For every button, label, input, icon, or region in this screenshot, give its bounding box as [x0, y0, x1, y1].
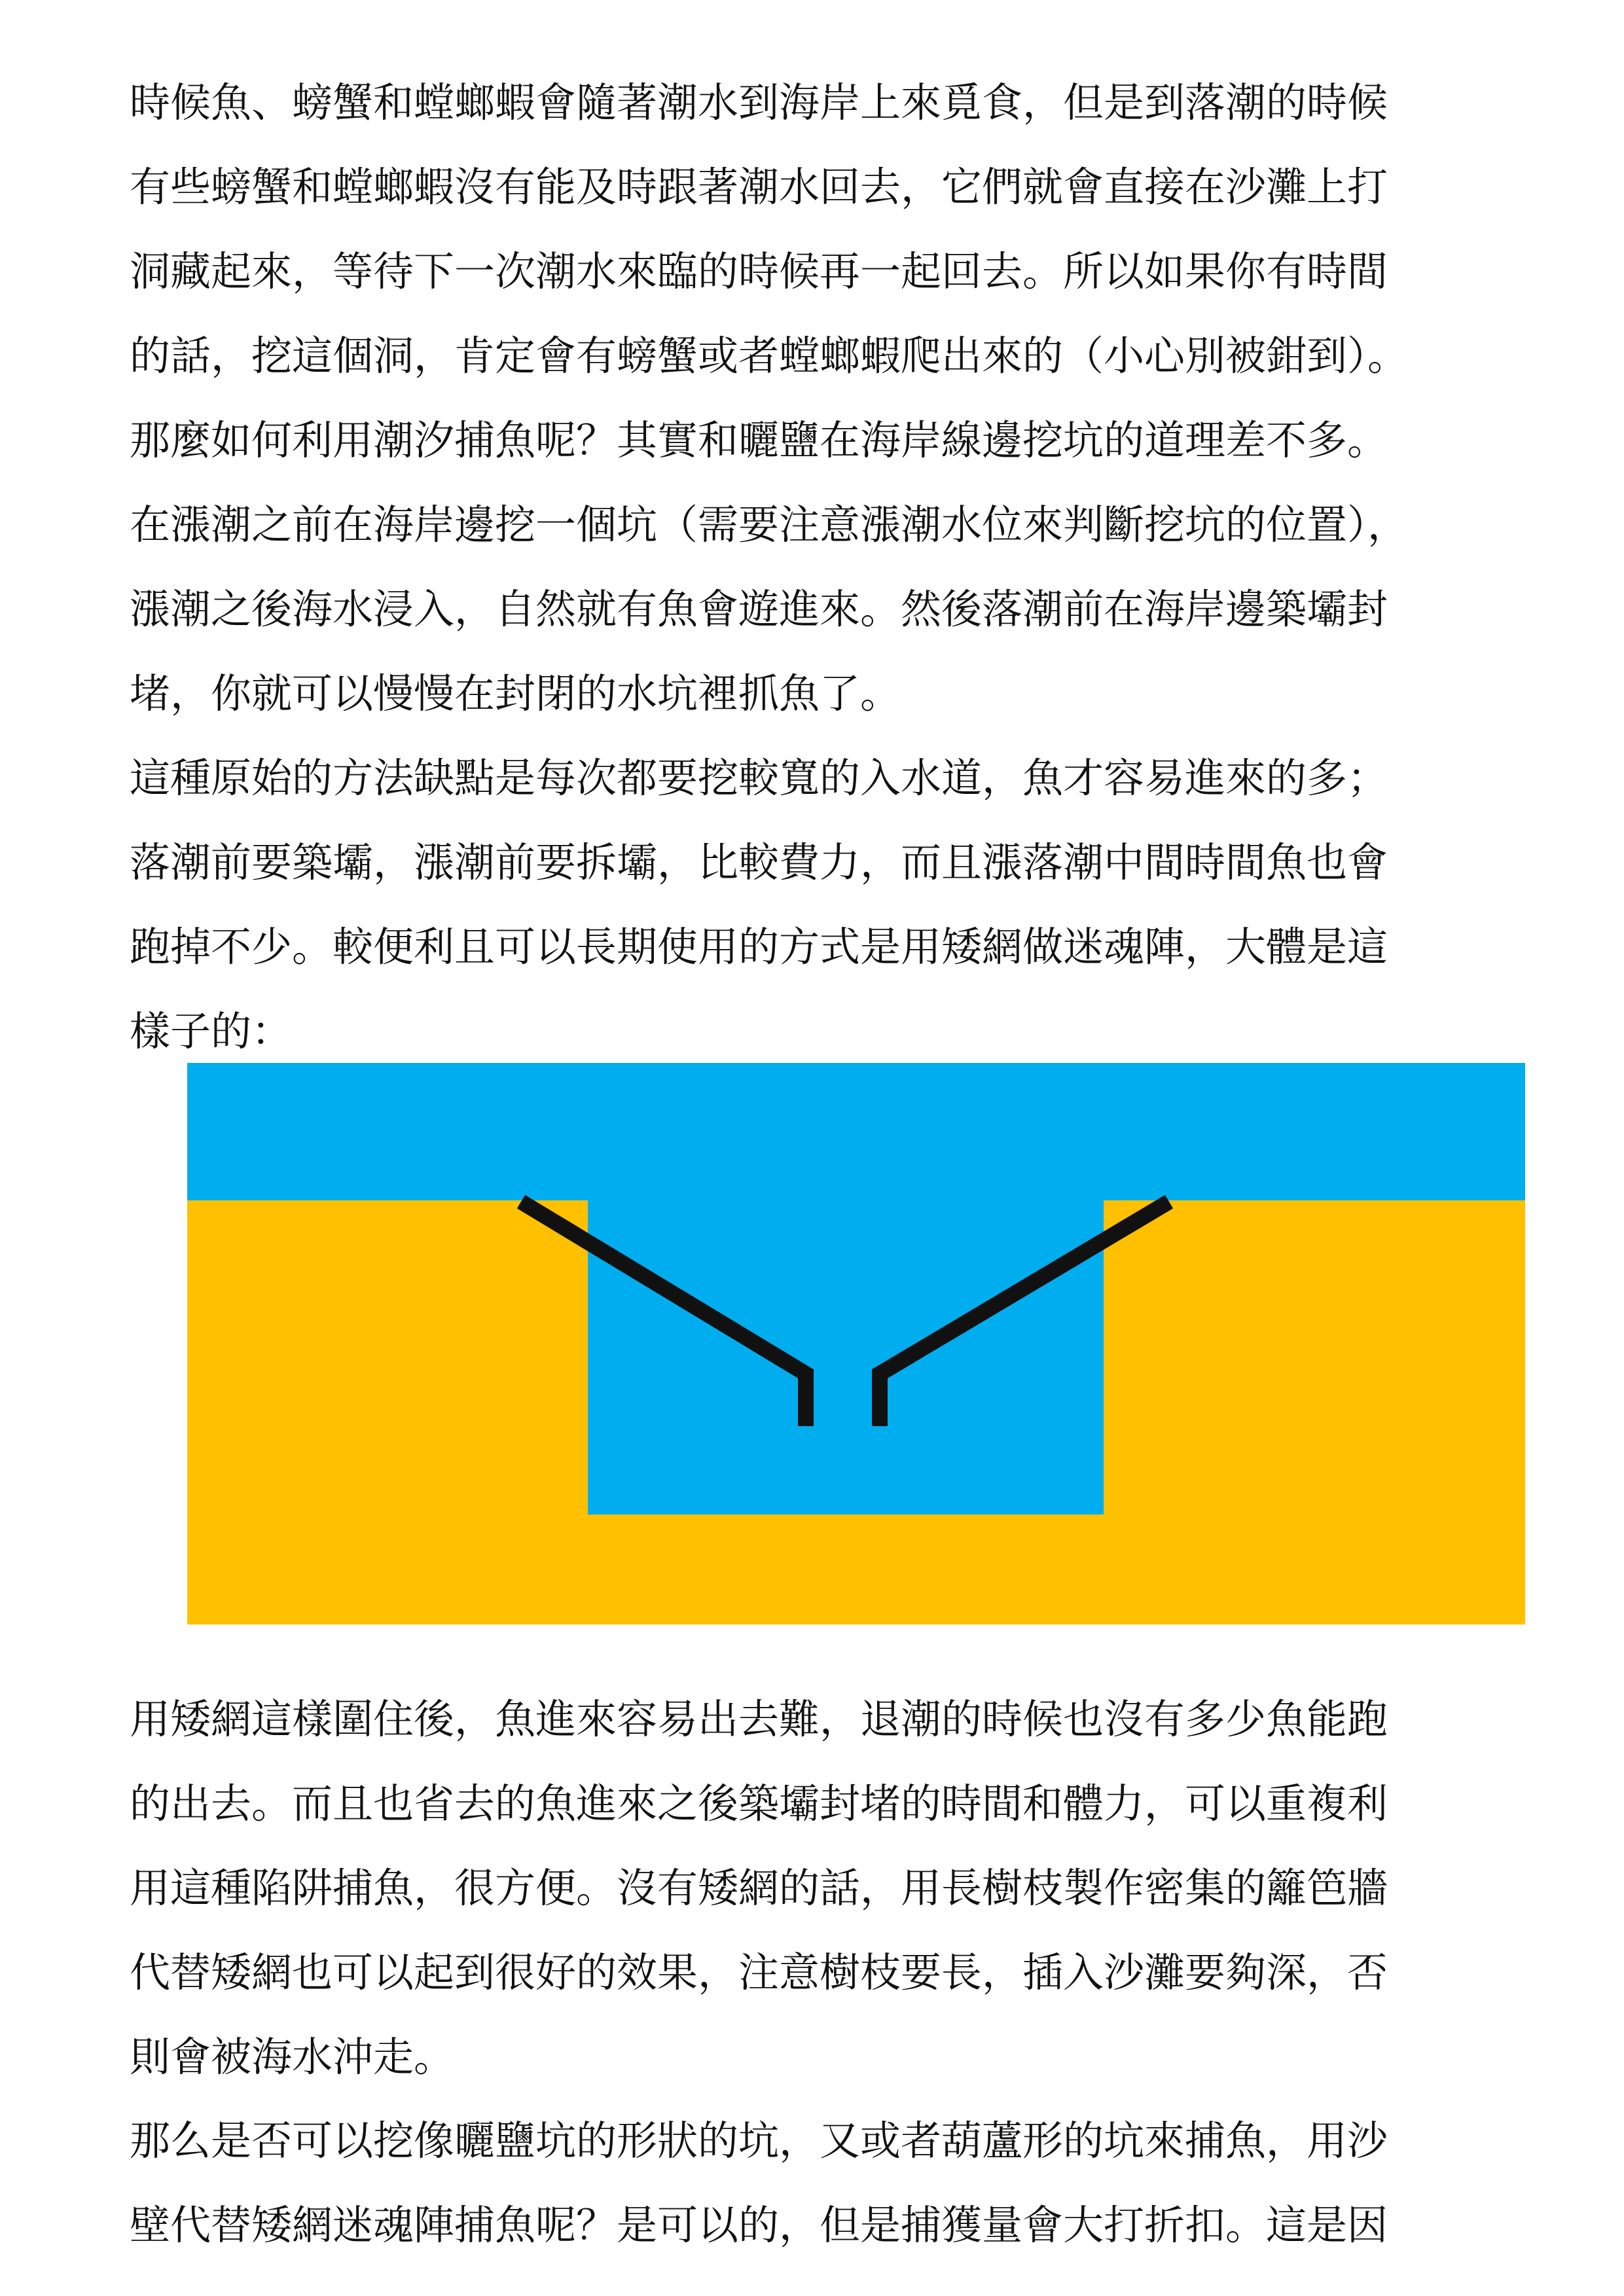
- text-line: 的出去。而且也省去的魚進來之後築壩封堵的時間和體力，可以重複利: [130, 1780, 1388, 1827]
- text-line: 在漲潮之前在海岸邊挖一個坑（需要注意漲潮水位來判斷挖坑的位置），: [130, 501, 1409, 548]
- sea-area: [187, 1063, 1525, 1200]
- text-line: 落潮前要築壩，漲潮前要拆壩，比較費力，而且漲落潮中間時間魚也會: [130, 838, 1388, 886]
- paragraph-net-benefits: [130, 1677, 1524, 2099]
- text-line: 有些螃蟹和螳螂蝦沒有能及時跟著潮水回去，它們就會直接在沙灘上打: [130, 163, 1388, 211]
- fish-trap-diagram: [187, 1063, 1525, 1624]
- text-line: 跑掉不少。較便利且可以長期使用的方式是用矮網做迷魂陣，大體是這: [130, 923, 1388, 971]
- trap-pit: [588, 1197, 1104, 1515]
- text-line: 漲潮之後海水浸入，自然就有魚會遊進來。然後落潮前在海岸邊築壩封: [130, 585, 1388, 633]
- text-line: 洞藏起來，等待下一次潮水來臨的時候再一起回去。所以如果你有時間: [130, 247, 1388, 295]
- text-line: 堵，你就可以慢慢在封閉的水坑裡抓魚了。: [130, 670, 901, 717]
- text-line: 代替矮網也可以起到很好的效果，注意樹枝要長，插入沙灘要夠深，否: [130, 1948, 1388, 1996]
- paragraph-method-drawbacks: [130, 736, 1524, 1073]
- text-line: 樣子的：: [130, 1007, 293, 1055]
- text-line: 那么是否可以挖像曬鹽坑的形狀的坑，又或者葫蘆形的坑來捕魚，用沙: [130, 2117, 1388, 2164]
- text-line: 壁代替矮網迷魂陣捕魚呢？是可以的，但是捕獲量會大打折扣。這是因: [130, 2201, 1388, 2249]
- text-line: 這種原始的方法缺點是每次都要挖較寬的入水道，魚才容易進來的多；: [130, 754, 1388, 802]
- paragraph-crab-hiding: [130, 60, 1524, 398]
- text-line: 時候魚、螃蟹和螳螂蝦會隨著潮水到海岸上來覓食，但是到落潮的時候: [130, 79, 1388, 126]
- text-line: 的話，挖這個洞，肯定會有螃蟹或者螳螂蝦爬出來的（小心別被鉗到）。: [130, 332, 1409, 380]
- paragraph-tide-fishing: [130, 398, 1524, 736]
- text-line: 則會被海水沖走。: [130, 2033, 455, 2081]
- text-line: 用矮網這樣圍住後，魚進來容易出去難，退潮的時候也沒有多少魚能跑: [130, 1695, 1388, 1743]
- paragraph-sand-wall-question: [130, 2098, 1524, 2267]
- text-line: 用這種陷阱捕魚，很方便。沒有矮網的話，用長樹枝製作密集的籬笆牆: [130, 1864, 1388, 1912]
- text-line: 那麼如何利用潮汐捕魚呢？其實和曬鹽在海岸線邊挖坑的道理差不多。: [130, 416, 1388, 464]
